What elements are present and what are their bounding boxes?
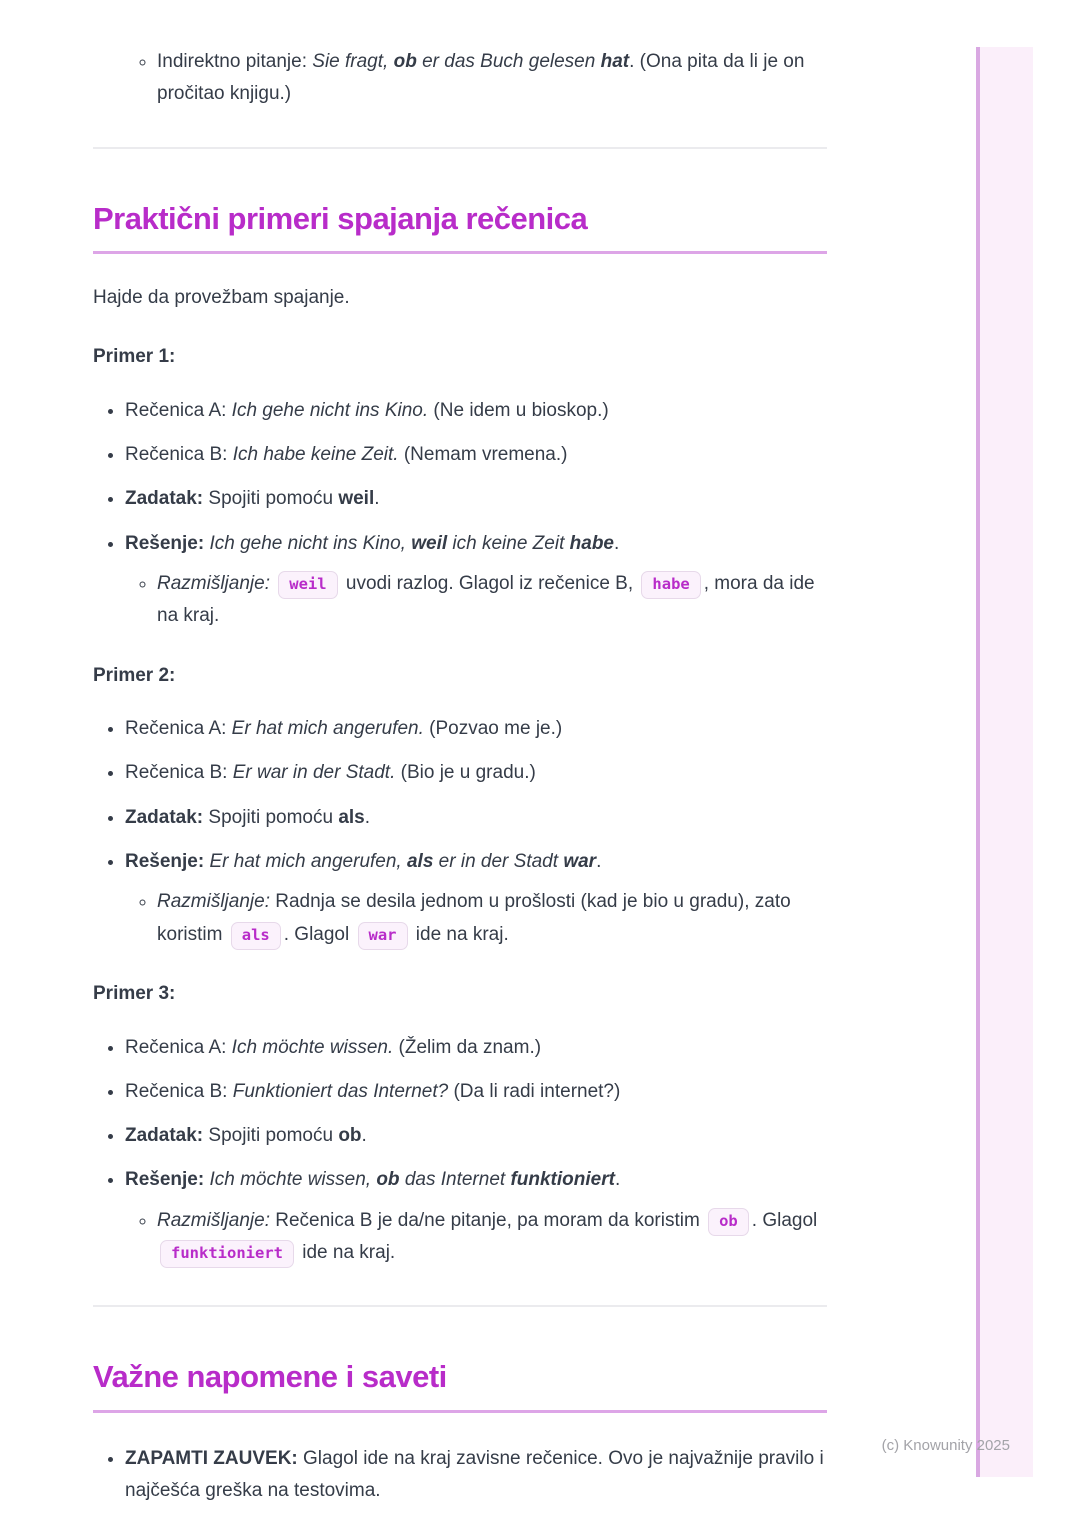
text-segment: als [406, 851, 434, 873]
primer-2-title: Primer 2: [93, 664, 176, 686]
reasoning-item [157, 886, 827, 951]
text-segment: Rečenica A: [125, 718, 232, 740]
text-segment: (Da li radi internet?) [448, 1080, 621, 1102]
text-segment: Spojiti pomoću [203, 488, 339, 510]
code-badge: war [358, 922, 408, 950]
text-segment: . (Ona pita da li je on pročitao knjigu.) [157, 51, 805, 105]
reasoning-item [157, 568, 827, 633]
text-segment: ob [393, 51, 417, 72]
section-divider [93, 1305, 827, 1307]
text-segment: war [563, 851, 597, 873]
text-segment: . Glagol [751, 1209, 818, 1231]
code-badge: weil [278, 571, 337, 599]
text-segment: , mora da ide na kraj. [157, 572, 815, 627]
text-segment: Glagol ide na kraj zavisne rečenice. Ovo je najvažnije pravilo i najčešća greška na testovima. [125, 1447, 824, 1501]
text-segment: Rečenica B: [125, 444, 233, 466]
section-divider [93, 147, 827, 149]
text-segment: Ich habe keine Zeit. [232, 444, 399, 466]
code-badge: funktioniert [160, 1240, 294, 1268]
text-segment: Razmišljanje: [157, 572, 270, 594]
code-badge: als [231, 922, 281, 950]
text-segment: Rečenica B: [125, 1080, 233, 1102]
text-segment: . [374, 488, 380, 510]
text-segment: Ich möchte wissen, [209, 1169, 377, 1191]
indirect-question-note-list [93, 46, 827, 111]
text-segment: Rečenica A: [125, 1036, 232, 1058]
list-item-task [125, 483, 827, 515]
text-segment: weil [411, 532, 448, 554]
text-segment: Razmišljanje: [157, 1209, 270, 1231]
reasoning-sublist [125, 886, 827, 951]
list-item-sentence-a [125, 1032, 827, 1064]
section-practical-examples [93, 199, 827, 1270]
text-segment: (Nemam vremena.) [398, 444, 568, 466]
reasoning-sublist [125, 1205, 827, 1270]
text-segment: (Pozvao me je.) [423, 718, 563, 740]
primer-1-list [93, 395, 827, 633]
solution-text [125, 1169, 620, 1190]
text-segment [270, 573, 275, 594]
text-segment: . [364, 806, 371, 828]
text-segment: als [338, 806, 365, 828]
text-segment: ZAPAMTI ZAUVEK: [125, 1447, 298, 1469]
list-item-solution [125, 528, 827, 633]
text-segment: Er war in der Stadt. [232, 762, 396, 784]
primer-3-list [93, 1032, 827, 1270]
text-segment: habe [569, 532, 614, 554]
text-segment: Ich gehe nicht ins Kino, [209, 532, 412, 554]
list-item-sentence-a [125, 395, 827, 427]
text-segment: er das Buch gelesen [416, 51, 601, 72]
text-segment: Er hat mich angerufen, [209, 851, 407, 873]
text-segment: Rešenje: [125, 1169, 205, 1191]
list-item-sentence-a [125, 713, 827, 745]
text-segment: . [361, 1125, 367, 1147]
text-segment: ob [376, 1169, 400, 1191]
solution-text [125, 851, 601, 872]
text-segment: . Glagol [283, 923, 355, 945]
page-edge-decoration [976, 47, 1033, 1477]
list-item-sentence-b [125, 757, 827, 789]
copyright-credit: (c) Knowunity 2025 [881, 1437, 1010, 1454]
text-segment: ide na kraj. [296, 1242, 396, 1264]
text-segment: . [614, 532, 620, 554]
text-segment: Ich möchte wissen. [231, 1036, 394, 1058]
text-segment: uvodi razlog. Glagol iz rečenice B, [340, 572, 639, 594]
text-segment: (Bio je u gradu.) [395, 762, 536, 784]
text-segment: (Ne idem u bioskop.) [428, 399, 609, 421]
text-segment: das Internet [399, 1169, 511, 1191]
text-segment: (Želim da znam.) [393, 1036, 542, 1058]
text-segment: ich keine Zeit [447, 532, 570, 554]
primer-2-list [93, 713, 827, 951]
text-segment: Rešenje: [125, 851, 205, 873]
text-segment: Rečenica A: [125, 399, 232, 421]
text-segment: Rešenje: [125, 532, 205, 554]
text-segment: Rečenica B je da/ne pitanje, pa moram da koristim [269, 1209, 706, 1231]
reasoning-item [157, 1205, 827, 1270]
text-segment: Rečenica B: [125, 762, 233, 784]
indirect-question-note [157, 46, 827, 111]
list-item-task [125, 802, 827, 834]
list-item-remember-forever [125, 1443, 827, 1508]
text-segment: Ich gehe nicht ins Kino. [231, 399, 429, 421]
list-item-sentence-b [125, 439, 827, 471]
text-segment: Funktioniert das Internet? [232, 1080, 449, 1102]
text-segment: Zadatak: [125, 806, 204, 828]
text-segment: ob [338, 1125, 362, 1147]
list-item-solution [125, 1164, 827, 1269]
text-segment: . [614, 1169, 621, 1191]
text-segment: Indirektno pitanje: [157, 51, 313, 72]
text-segment: ide na kraj. [410, 923, 509, 945]
list-item-task [125, 1120, 827, 1152]
text-segment: Spojiti pomoću [203, 806, 339, 828]
text-segment: hat [600, 51, 630, 72]
text-segment: weil [338, 488, 375, 510]
text-segment: . [596, 851, 602, 873]
section-important-notes [93, 1357, 827, 1507]
solution-text [125, 533, 619, 554]
text-segment: Er hat mich angerufen. [231, 718, 424, 740]
important-notes-list [93, 1443, 827, 1508]
notes-content [93, 0, 827, 1519]
text-segment: funktioniert [510, 1169, 615, 1191]
text-segment: Zadatak: [125, 488, 204, 510]
text-segment: er in der Stadt [433, 851, 564, 873]
text-segment: Sie fragt, [312, 51, 394, 72]
code-badge: habe [641, 571, 700, 599]
text-segment: Spojiti pomoću [203, 1125, 339, 1147]
section-title-practical-examples: Praktični primeri spajanja rečenica [93, 199, 827, 254]
list-item-solution [125, 846, 827, 951]
text-segment: Radnja se desila jednom u prošlosti (kad je bio u gradu), zato koristim [157, 891, 791, 945]
section-intro-text: Hajde da provežbam spajanje. [93, 286, 350, 308]
text-segment: Zadatak: [125, 1125, 204, 1147]
section-title-important-notes: Važne napomene i saveti [93, 1357, 827, 1412]
code-badge: ob [708, 1208, 749, 1236]
reasoning-sublist [125, 568, 827, 633]
text-segment: Razmišljanje: [157, 891, 270, 913]
primer-1-title: Primer 1: [93, 346, 176, 368]
primer-3-title: Primer 3: [93, 982, 176, 1004]
list-item-sentence-b [125, 1076, 827, 1108]
